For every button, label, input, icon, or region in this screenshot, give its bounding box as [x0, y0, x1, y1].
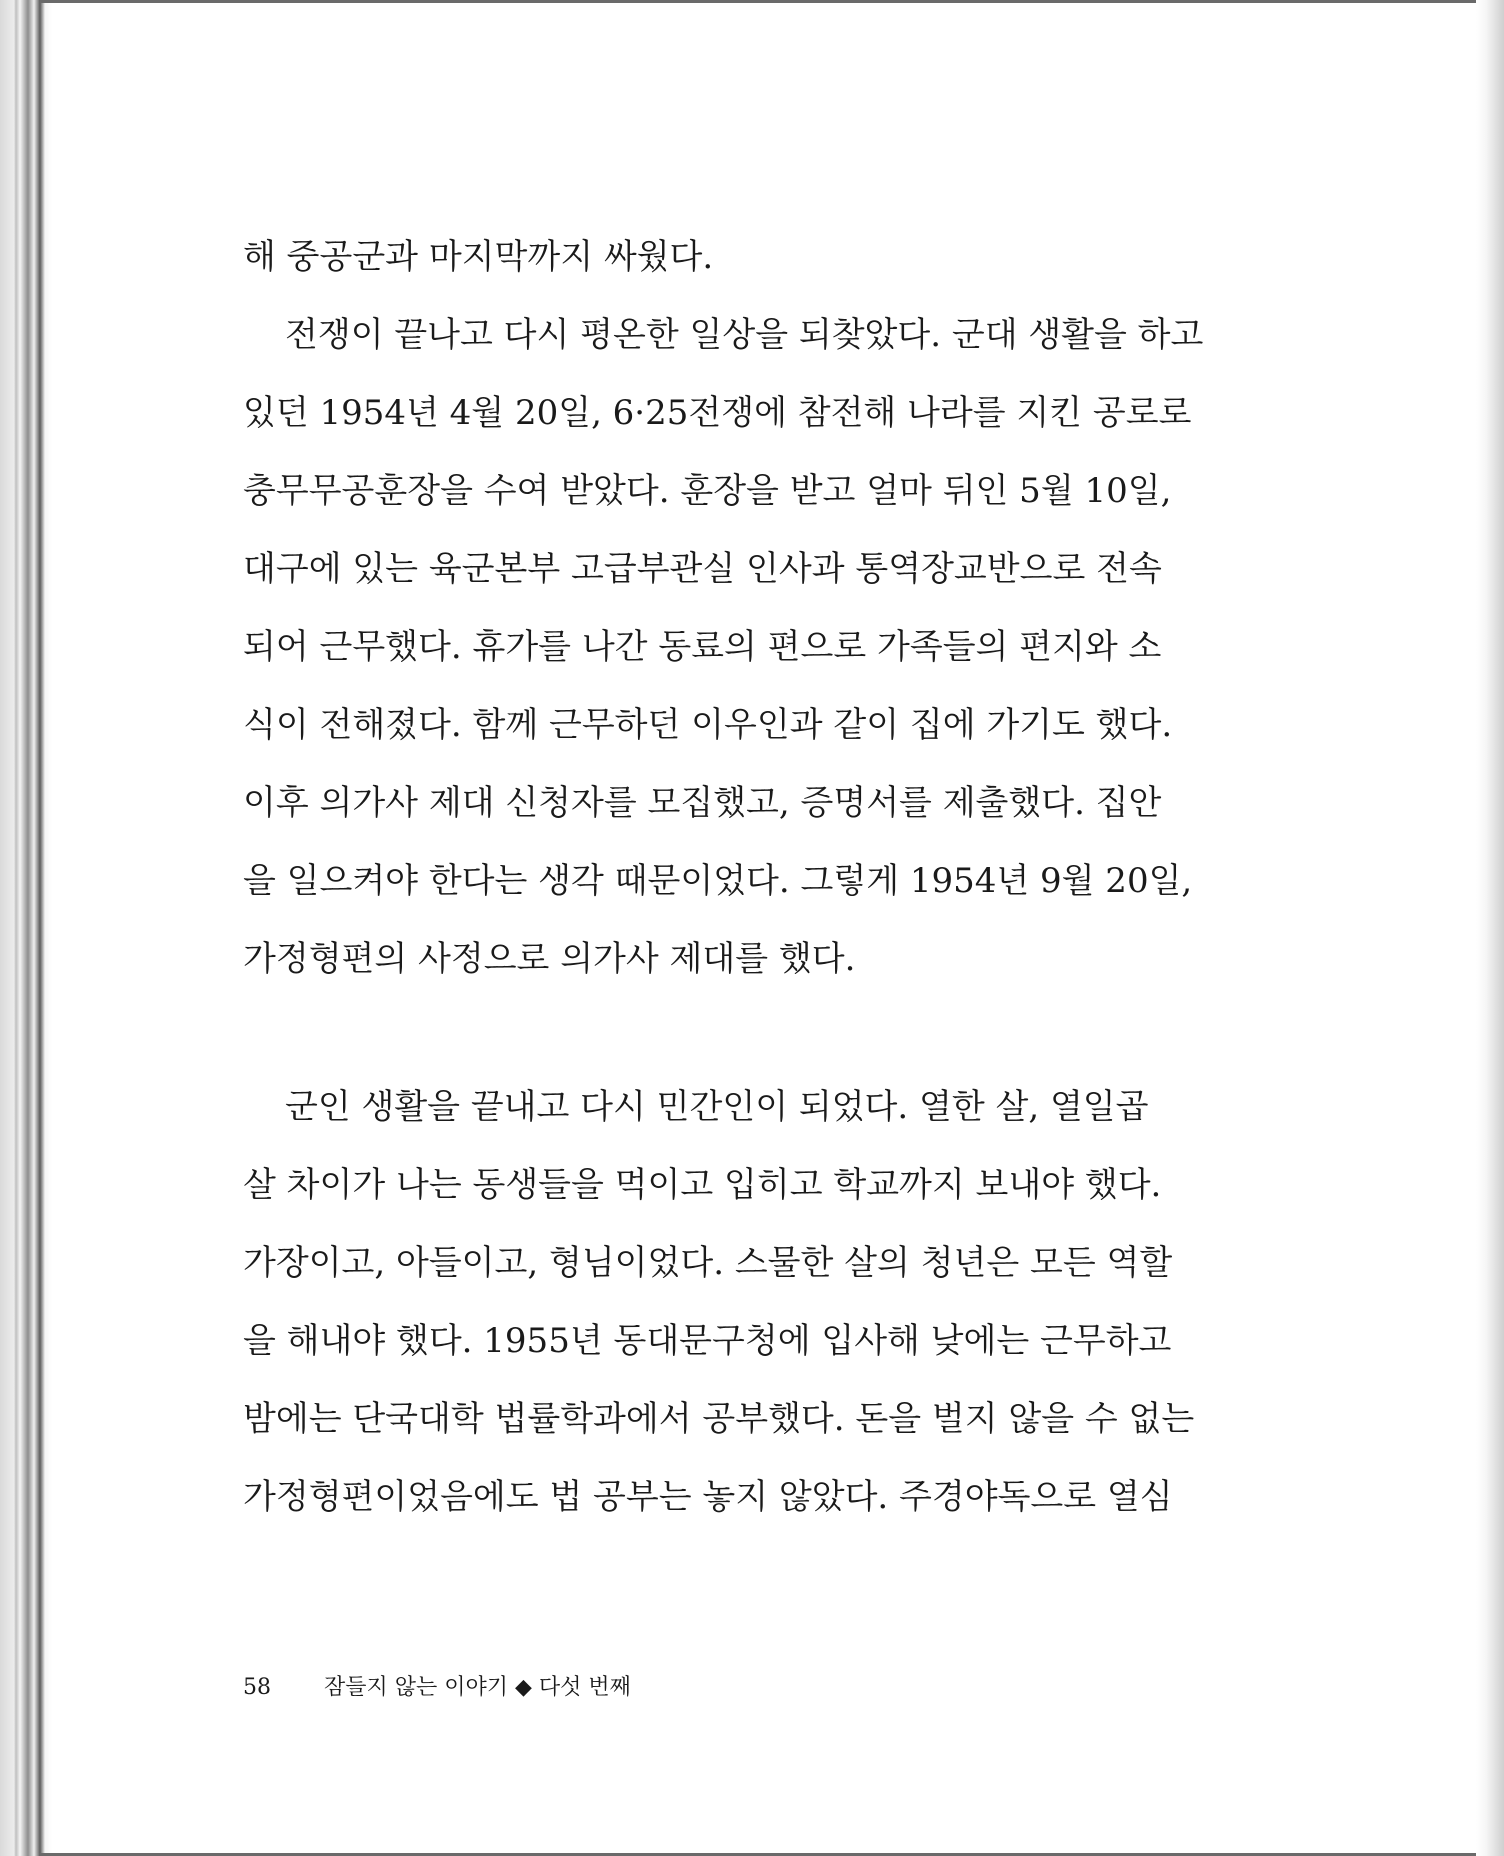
page-number: 58: [243, 1675, 271, 1700]
text-line: 식이 전해졌다. 함께 근무하던 이우인과 같이 집에 가기도 했다.: [243, 705, 1173, 745]
text-line: 군인 생활을 끝내고 다시 민간인이 되었다. 열한 살, 열일곱: [285, 1087, 1149, 1127]
page-stack-edge-left: [0, 0, 52, 1856]
text-line: 충무무공훈장을 수여 받았다. 훈장을 받고 얼마 뒤인 5월 10일,: [243, 471, 1172, 511]
text-line: 을 해내야 했다. 1955년 동대문구청에 입사해 낮에는 근무하고: [243, 1321, 1172, 1361]
text-line: 있던 1954년 4월 20일, 6·25전쟁에 참전해 나라를 지킨 공로로: [243, 393, 1192, 433]
running-title: 잠들지 않는 이야기 ◆ 다섯 번째: [324, 1675, 631, 1700]
text-line: 가장이고, 아들이고, 형님이었다. 스물한 살의 청년은 모든 역할: [243, 1243, 1173, 1283]
paragraph-2: [243, 1068, 1195, 1536]
text-line: 밤에는 단국대학 법률학과에서 공부했다. 돈을 벌지 않을 수 없는: [243, 1399, 1195, 1439]
text-line: 가정형편이었음에도 법 공부는 놓지 않았다. 주경야독으로 열심: [243, 1477, 1173, 1517]
page-footer: [243, 1670, 631, 1701]
text-line: 살 차이가 나는 동생들을 먹이고 입히고 학교까지 보내야 했다.: [243, 1165, 1162, 1205]
text-line: 대구에 있는 육군본부 고급부관실 인사과 통역장교반으로 전속: [243, 549, 1162, 589]
text-line: 가정형편의 사정으로 의가사 제대를 했다.: [243, 939, 856, 979]
text-line: 을 일으켜야 한다는 생각 때문이었다. 그렇게 1954년 9월 20일,: [243, 861, 1193, 901]
text-line: 되어 근무했다. 휴가를 나간 동료의 편으로 가족들의 편지와 소: [243, 627, 1162, 667]
paragraph-1: [243, 218, 1204, 998]
text-line: 전쟁이 끝나고 다시 평온한 일상을 되찾았다. 군대 생활을 하고: [285, 315, 1204, 355]
page-stack-edge-right: [1476, 0, 1504, 1856]
page-border-top: [40, 0, 1476, 3]
text-line: 이후 의가사 제대 신청자를 모집했고, 증명서를 제출했다. 집안: [243, 783, 1162, 823]
text-line: 해 중공군과 마지막까지 싸웠다.: [243, 237, 714, 277]
